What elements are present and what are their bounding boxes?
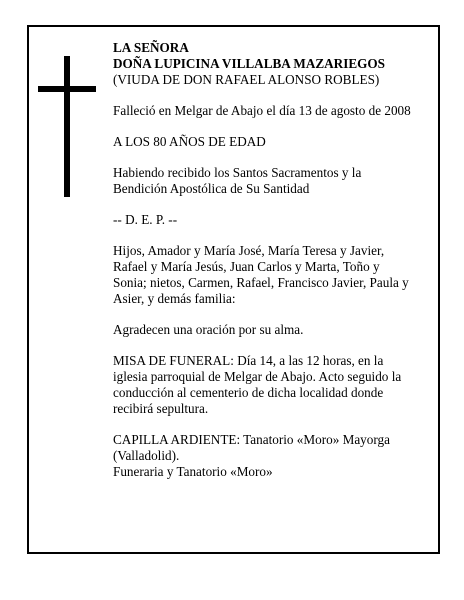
family-line: Asier, y demás familia:: [113, 291, 236, 306]
prayer-text: Agradecen una oración por su alma.: [113, 322, 304, 337]
rip-text: -- D. E. P. --: [113, 212, 178, 227]
funeral-block: [113, 353, 429, 417]
sacraments-block: [113, 165, 429, 197]
chapel-block: [113, 432, 429, 480]
deceased-name: DOÑA LUPICINA VILLALBA MAZARIEGOS: [113, 56, 385, 71]
sacraments-line: Bendición Apostólica de Su Santidad: [113, 181, 310, 196]
death-notice: [113, 103, 429, 119]
prayer-line: [113, 322, 429, 338]
age-line: [113, 134, 429, 150]
funeral-home-line: Funeraria y Tanatorio «Moro»: [113, 464, 273, 479]
chapel-line: (Valladolid).: [113, 448, 180, 463]
family-line: Hijos, Amador y María José, María Teresa y Javier,: [113, 243, 385, 258]
header-block: [113, 40, 429, 88]
obituary-text: [113, 40, 429, 480]
family-line: Sonia; nietos, Carmen, Rafael, Francisco Javier, Paula y: [113, 275, 409, 290]
family-line: Rafael y María Jesús, Juan Carlos y Marta, Toño y: [113, 259, 380, 274]
funeral-line: iglesia parroquial de Melgar de Abajo. Acto seguido la: [113, 369, 402, 384]
funeral-line: recibirá sepultura.: [113, 401, 209, 416]
funeral-line: conducción al cementerio de dicha localidad donde: [113, 385, 384, 400]
cross-icon-crossbar: [38, 86, 96, 92]
age-text: A LOS 80 AÑOS DE EDAD: [113, 134, 266, 149]
cross-icon: [64, 56, 70, 197]
family-block: [113, 243, 429, 307]
title-line: LA SEÑORA: [113, 40, 189, 55]
death-notice-text: Falleció en Melgar de Abajo el día 13 de agosto de 2008: [113, 103, 411, 118]
chapel-line: CAPILLA ARDIENTE: Tanatorio «Moro» Mayorga: [113, 432, 390, 447]
widow-line: (VIUDA DE DON RAFAEL ALONSO ROBLES): [113, 72, 380, 87]
sacraments-line: Habiendo recibido los Santos Sacramentos y la: [113, 165, 362, 180]
rip-line: [113, 212, 429, 228]
funeral-line: MISA DE FUNERAL: Día 14, a las 12 horas, en la: [113, 353, 384, 368]
